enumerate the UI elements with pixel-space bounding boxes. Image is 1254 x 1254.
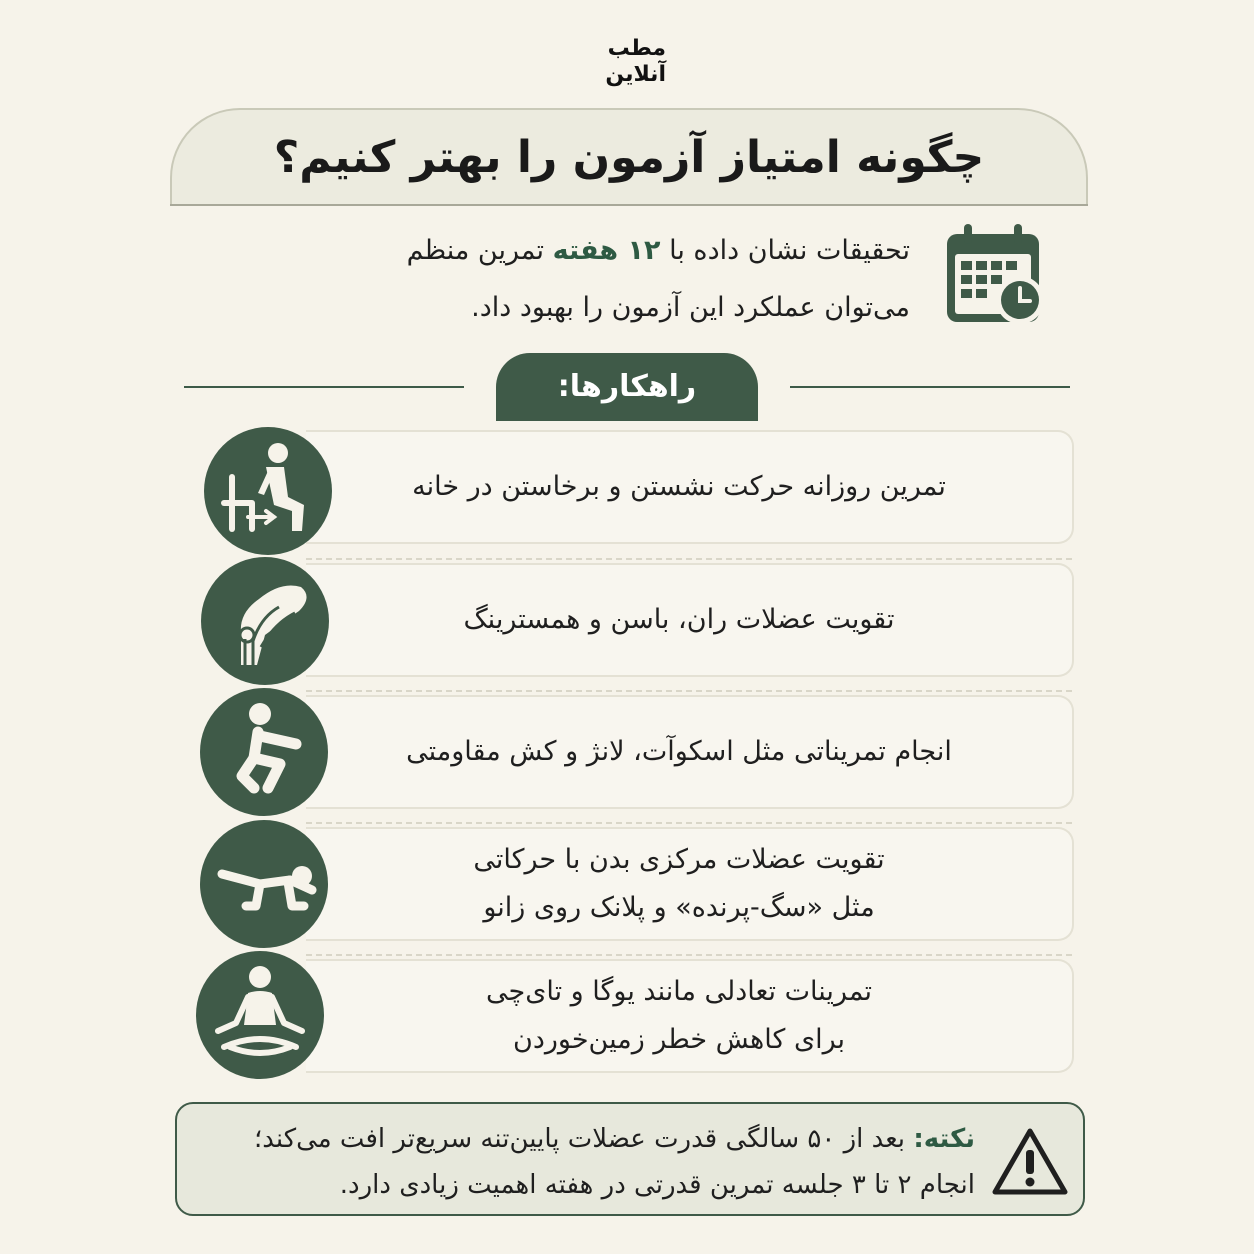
sit-to-stand-icon [204, 427, 332, 555]
list-item [306, 563, 1074, 677]
item-text-line-1: انجام تمریناتی مثل اسکوآت، لانژ و کش مقاومتی [406, 736, 952, 767]
dashed-separator [306, 558, 1072, 560]
item-text-line-1: تمرینات تعادلی مانند یوگا و تای‌چی [486, 976, 872, 1007]
intro-line-2: می‌توان عملکرد این آزمون را بهبود داد. [471, 292, 910, 323]
brand-logo [588, 38, 666, 86]
item-text-line-1: تقویت عضلات مرکزی بدن با حرکاتی [473, 844, 885, 875]
dashed-separator [306, 822, 1072, 824]
note-text-1: بعد از ۵۰ سالگی قدرت عضلات پایین‌تنه سریع‌تر افت می‌کند؛ [253, 1124, 906, 1154]
item-text-line-2: مثل «سگ-پرنده» و پلانک روی زانو [483, 892, 875, 923]
intro-part-2: تمرین منظم [406, 235, 544, 266]
note-label: نکته: [913, 1124, 975, 1154]
logo-line-2: آنلاین [605, 62, 666, 87]
note-box [175, 1102, 1085, 1216]
intro-part-1: تحقیقات نشان داده با [669, 235, 910, 266]
note-line-1 [217, 1116, 975, 1162]
item-text-line-1: تمرین روزانه حرکت نشستن و برخاستن در خانه [412, 471, 946, 502]
list-item [306, 827, 1074, 941]
bird-dog-icon [200, 820, 328, 948]
title-banner [170, 108, 1088, 206]
leg-muscles-icon [201, 557, 329, 685]
section-divider-right [790, 386, 1070, 388]
section-divider-left [184, 386, 464, 388]
calendar-clock-icon [944, 222, 1046, 326]
item-text-line-1: تقویت عضلات ران، باسن و همسترینگ [463, 604, 895, 635]
warning-icon [991, 1126, 1069, 1196]
page-title: چگونه امتیاز آزمون را بهتر کنیم؟ [273, 132, 985, 183]
yoga-meditation-icon [196, 951, 324, 1079]
dashed-separator [306, 690, 1072, 692]
intro-text [330, 222, 910, 336]
list-item [306, 430, 1074, 544]
item-text-line-2: برای کاهش خطر زمین‌خوردن [513, 1024, 846, 1055]
list-item [306, 959, 1074, 1073]
intro-line-1 [330, 222, 910, 279]
squat-icon [200, 688, 328, 816]
intro-highlight: ۱۲ هفته [552, 235, 661, 266]
list-item [306, 695, 1074, 809]
dashed-separator [306, 954, 1072, 956]
logo-line-1: مطب [607, 36, 666, 61]
section-label: راهکارها: [496, 353, 758, 421]
note-line-2: انجام ۲ تا ۳ جلسه تمرین قدرتی در هفته اهمیت زیادی دارد. [339, 1170, 975, 1200]
